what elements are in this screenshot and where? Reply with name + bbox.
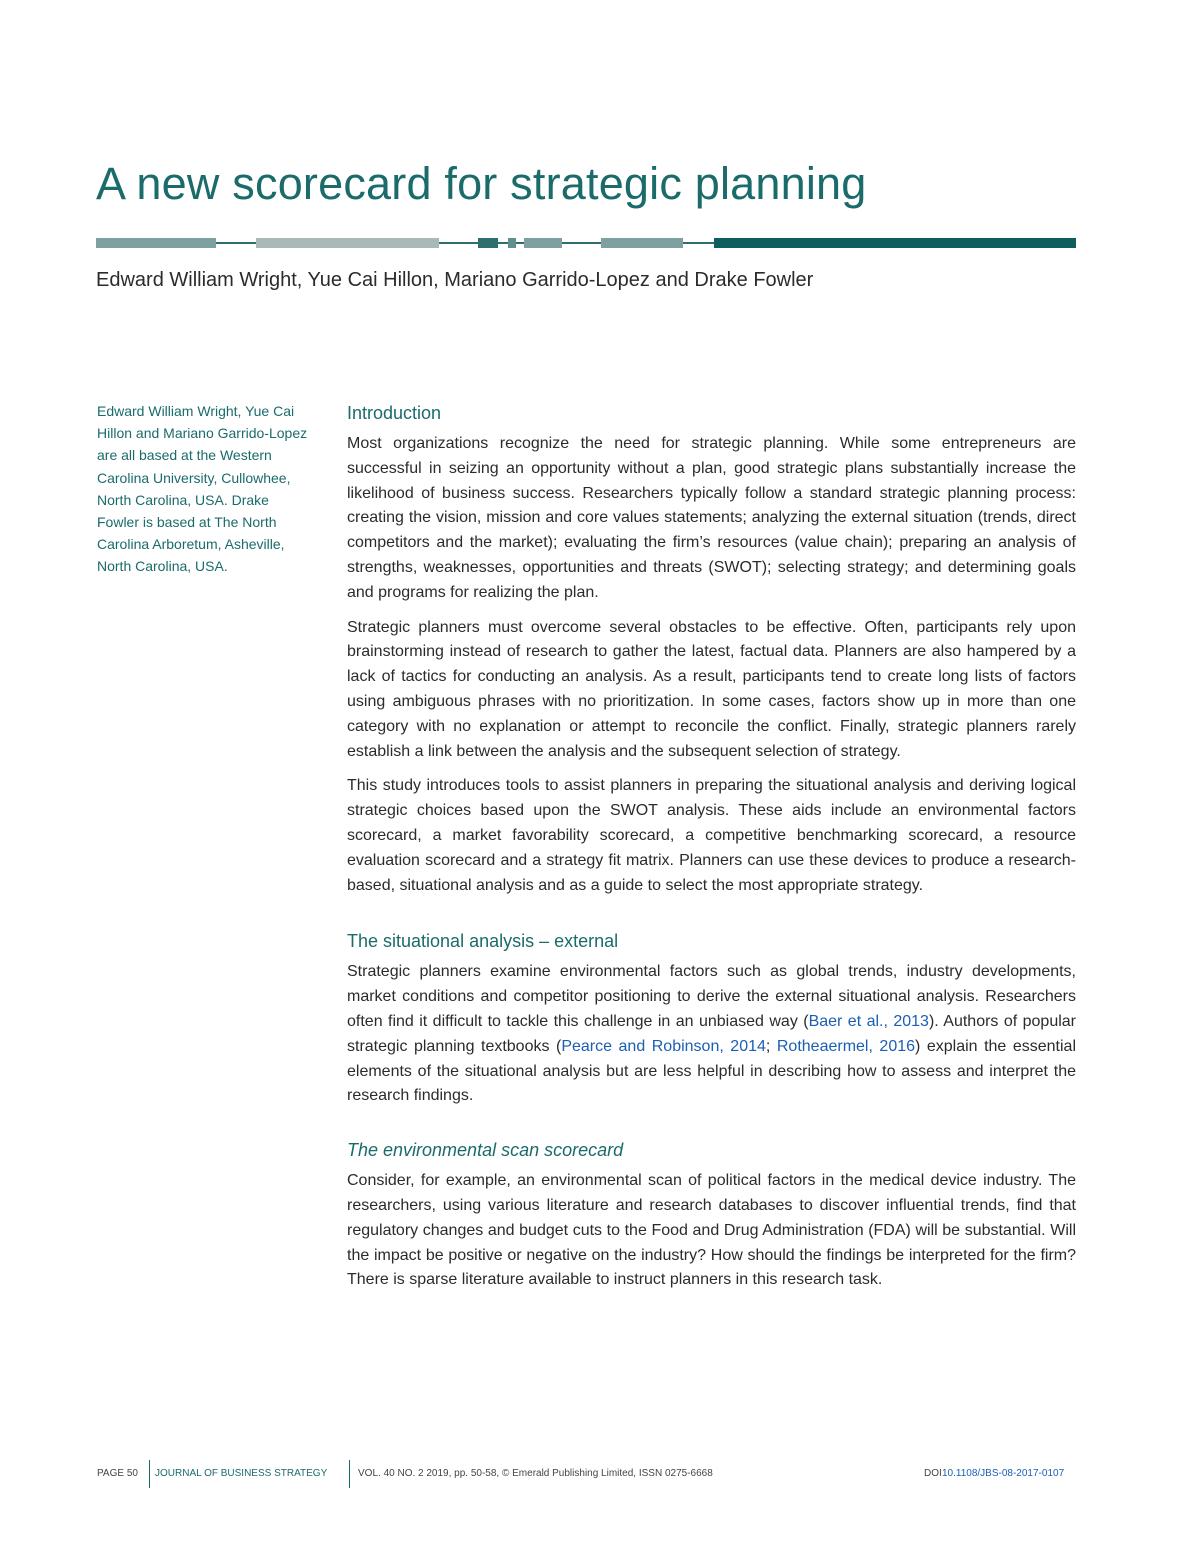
section-heading-introduction: Introduction (347, 403, 442, 423)
article-body (347, 402, 1076, 1303)
footer-journal-name: JOURNAL OF BUSINESS STRATEGY (155, 1468, 328, 1479)
paragraph: Consider, for example, an environmental scan of political factors in the medical device industry. The researchers, using various literature and research databases to discover influential trends, find that regulatory changes and budget cuts to the Food and Drug Administration (FDA) will be substantial. Will the impact be positive or negative on the industry? How should the findings be interpreted for the firm? There is sparse literature available to instruct planners in this research task. (347, 1172, 1076, 1289)
paragraph: Strategic planners must overcome several obstacles to be effective. Often, participants rely upon brainstorming instead of research to gather the latest, factual data. Planners are also hampered by a lack of tactics for conducting an analysis. As a result, participants tend to create long lists of factors using ambiguous phrases with no prioritization. In some cases, factors show up in more than one category with no explanation or attempt to reconcile the conflict. Finally, strategic planners rarely establish a link between the analysis and the subsequent selection of strategy. (347, 618, 1076, 760)
paragraph: This study introduces tools to assist planners in preparing the situational analysis and deriving logical strategic choices based upon the SWOT analysis. These aids include an environmental factors scorecard, a market favorability scorecard, a competitive benchmarking scorecard, a resource evaluation scorecard and a strategy fit matrix. Planners can use these devices to produce a research-based, situational analysis and as a guide to select the most appropriate strategy. (347, 777, 1076, 894)
footer-doi-link[interactable]: 10.1108/JBS-08-2017-0107 (942, 1468, 1065, 1479)
paragraph (347, 960, 1076, 1109)
text-run: ). Authors of popular strategic planning textbooks ( (347, 1012, 1076, 1055)
citation-link[interactable]: Rotheaermel, 2016 (776, 1037, 916, 1055)
section-heading-external: The situational analysis – external (347, 931, 619, 952)
author-affiliation: Edward William Wright, Yue Cai Hillon and Mariano Garrido-Lopez are all based at the Western Carolina University, Cullowhee, North Carolina, USA. Drake Fowler is based at The North Carolina Arboretum, Asheville, North Carolina, USA. (97, 403, 308, 575)
page-footer (97, 1460, 1077, 1488)
footer-volume-info: VOL. 40 NO. 2 2019, pp. 50-58, © Emerald Publishing Limited, ISSN 0275-6668 (358, 1468, 713, 1479)
text-run: ; (765, 1037, 777, 1055)
text-run: Strategic planners examine environmental factors such as global trends, industry developments, market conditions and competitor positioning to derive the external situational analysis. Researchers often find it difficult to tackle this challenge in an unbiased way ( (347, 963, 1076, 1030)
article-title: A new scorecard for strategic planning (96, 158, 867, 209)
footer-divider (149, 1460, 150, 1488)
citation-link[interactable]: Pearce and Robinson, 2014 (561, 1037, 766, 1055)
decorative-rule (96, 236, 1076, 250)
subsection-heading-scorecard: The environmental scan scorecard (347, 1140, 624, 1161)
footer-doi-label: DOI (924, 1468, 942, 1479)
paragraph: Most organizations recognize the need for strategic planning. While some entrepreneurs are successful in seizing an opportunity without a plan, good strategic plans substantially increase the likelihood of business success. Researchers typically follow a standard strategic planning process: creating the vision, mission and core values statements; analyzing the external situation (trends, direct competitors and the market); evaluating the firm’s resources (value chain); preparing an analysis of strengths, weaknesses, opportunities and threats (SWOT); selecting strategy; and determining goals and programs for realizing the plan. (347, 435, 1076, 601)
footer-divider (349, 1460, 350, 1488)
footer-page-number: PAGE 50 (97, 1468, 138, 1479)
author-list: Edward William Wright, Yue Cai Hillon, Mariano Garrido-Lopez and Drake Fowler (96, 269, 814, 291)
text-run: ) explain the essential elements of the situational analysis but are less helpful in describing how to assess and interpret the research findings. (347, 1037, 1076, 1105)
citation-link[interactable]: Baer et al., 2013 (808, 1012, 929, 1030)
